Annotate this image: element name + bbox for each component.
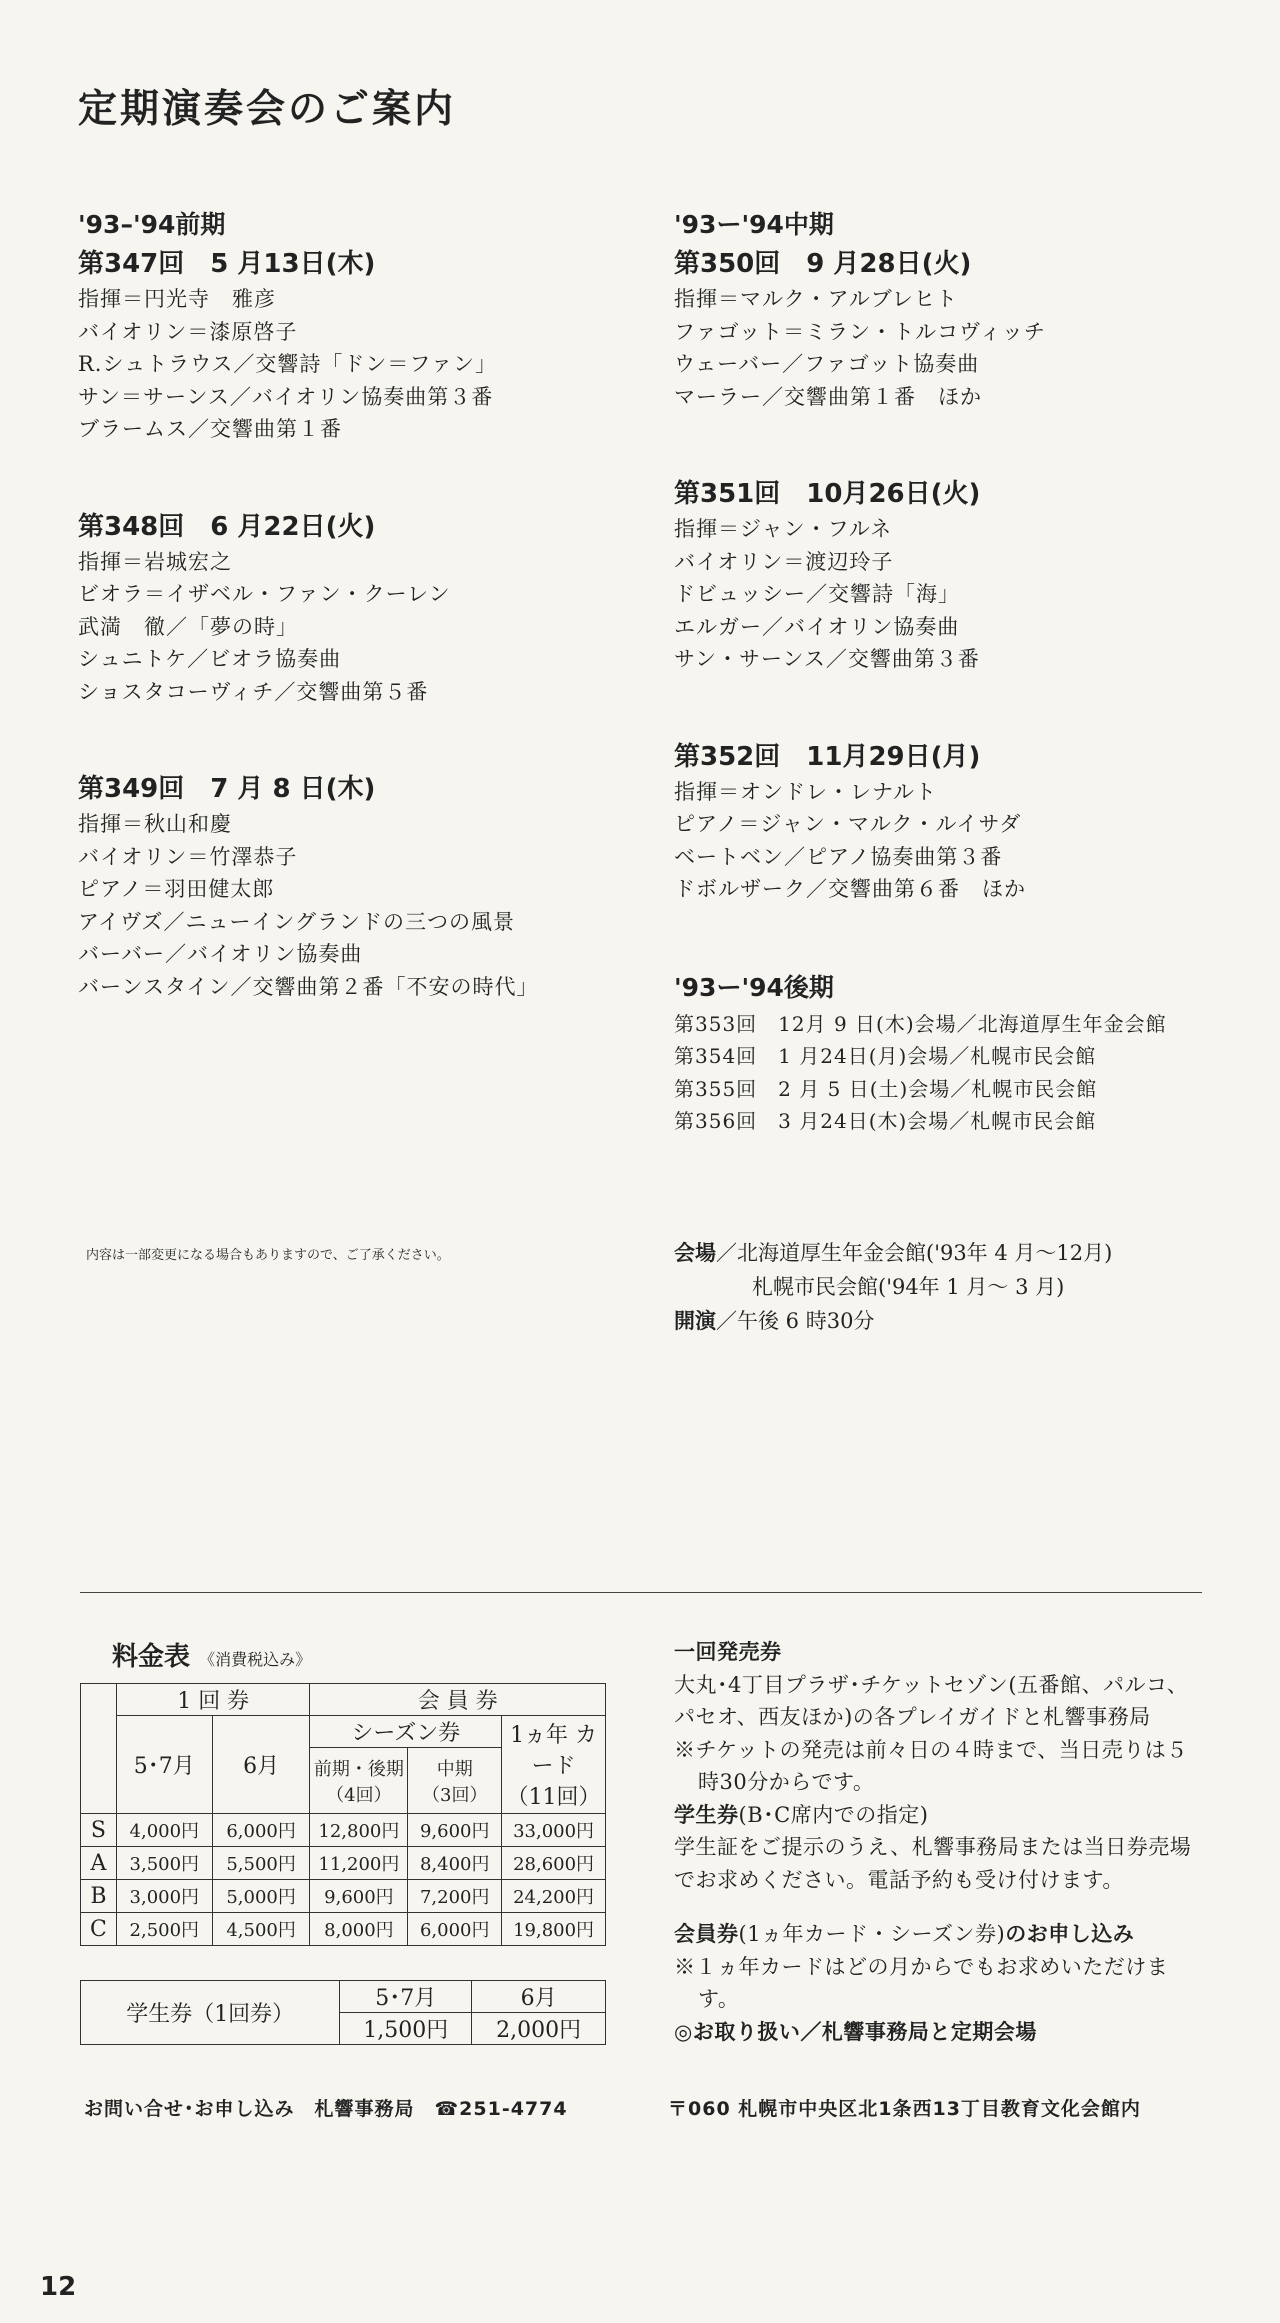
- price-cell: 4,000円: [116, 1814, 212, 1847]
- empty-cell: [81, 1684, 117, 1814]
- table-row: [81, 1814, 606, 1847]
- header-6: 6月: [212, 1716, 310, 1814]
- table-row: [81, 1880, 606, 1913]
- price-title-note: 《消費税込み》: [199, 1650, 312, 1669]
- price-cell: 11,200円: [310, 1847, 408, 1880]
- concert-line: バーンスタイン／交響曲第２番「不安の時代」: [78, 974, 539, 999]
- concert-line: ピアノ＝ジャン・マルク・ルイサダ: [674, 812, 1022, 836]
- price-cell: 7,200円: [408, 1880, 502, 1913]
- student-header-57: 5･7月: [340, 1981, 472, 2013]
- price-cell: 8,400円: [408, 1847, 502, 1880]
- concert-347: [78, 245, 638, 446]
- concert-line: 指揮＝ジャン・フルネ: [674, 517, 893, 541]
- header-57: 5･7月: [116, 1716, 212, 1814]
- concert-line: ビオラ＝イザベル・ファン・クーレン: [78, 582, 451, 606]
- price-title-text: 料金表: [112, 1642, 191, 1672]
- concert-line: エルガー／バイオリン協奏曲: [674, 614, 960, 639]
- contact-info: お問い合せ･お申し込み 札響事務局 ☎251-4774: [84, 2098, 568, 2120]
- price-cell: 28,600円: [502, 1847, 606, 1880]
- single-ticket-heading: 一回発売券: [674, 1640, 782, 1664]
- price-cell: 3,000円: [116, 1880, 212, 1913]
- header-card: [502, 1716, 606, 1814]
- concert-line: ショスタコーヴィチ／交響曲第５番: [78, 679, 429, 704]
- venue-line: 札幌市民会館('94年 1 月～ 3 月): [752, 1275, 1065, 1299]
- left-column: [78, 205, 638, 1065]
- price-cell: 6,000円: [212, 1814, 310, 1847]
- concert-line: ドボルザーク／交響曲第６番 ほか: [674, 877, 1026, 901]
- price-cell: 4,500円: [212, 1913, 310, 1946]
- student-ticket-heading-rest: (B･C席内での指定): [738, 1802, 929, 1827]
- header-mid: [408, 1748, 502, 1814]
- price-cell: 19,800円: [502, 1913, 606, 1946]
- price-cell: 24,200円: [502, 1880, 606, 1913]
- concert-line: ファゴット＝ミラン・トルコヴィッチ: [674, 319, 1046, 344]
- price-cell: 33,000円: [502, 1814, 606, 1847]
- concert-header: 第352回 11月29日(月): [674, 741, 981, 772]
- header-member: 会 員 券: [310, 1684, 606, 1716]
- student-price-6: 2,000円: [472, 2013, 606, 2045]
- concert-line: 指揮＝マルク・アルブレヒト: [674, 287, 958, 311]
- price-cell: 12,800円: [310, 1814, 408, 1847]
- page-title: 定期演奏会のご案内: [78, 87, 457, 132]
- concert-line: 指揮＝秋山和慶: [78, 812, 232, 836]
- table-row: [81, 1847, 606, 1880]
- concert-line: 指揮＝岩城宏之: [78, 549, 232, 574]
- venue-line: ／北海道厚生年金会館('93年 4 月～12月): [716, 1241, 1113, 1265]
- concert-line: サン・サーンス／交響曲第３番: [674, 647, 980, 671]
- ticket-info: [674, 1636, 1204, 2048]
- concert-line: 指揮＝オンドレ・レナルト: [674, 779, 937, 804]
- concert-line: シュニトケ／ビオラ協奏曲: [78, 647, 342, 671]
- season-heading: '93ー'94中期: [674, 210, 834, 239]
- concert-350: [674, 245, 1234, 413]
- early-late-label: 前期・後期: [313, 1758, 404, 1780]
- start-label: 開演: [674, 1309, 716, 1333]
- seat-class: S: [81, 1814, 117, 1847]
- student-ticket-text: 学生証をご提示のうえ、札響事務局または当日券売場でお求めください。電話予約も受け付けます。: [674, 1835, 1192, 1892]
- student-header-6: 6月: [472, 1981, 606, 2013]
- concert-348: [78, 508, 638, 709]
- single-ticket-text: 大丸･4丁目プラザ･チケットセゾン(五番館、パルコ、パセオ、西友ほか)の各プレイガイドと札響事務局: [674, 1672, 1189, 1729]
- price-cell: 6,000円: [408, 1913, 502, 1946]
- page-number: 12: [40, 2272, 77, 2302]
- header-single: 1 回 券: [116, 1684, 310, 1716]
- concert-line: ウェーバー／ファゴット協奏曲: [674, 352, 980, 376]
- concert-header: 第348回 6 月22日(火): [78, 511, 376, 542]
- concert-line: サン＝サーンス／バイオリン協奏曲第３番: [78, 384, 494, 409]
- concert-line: バイオリン＝渡辺玲子: [674, 549, 894, 574]
- start-time: ／午後 6 時30分: [716, 1309, 875, 1333]
- concert-header: 第347回 5 月13日(木): [78, 249, 376, 279]
- address: 〒060 札幌市中央区北1条西13丁目教育文化会館内: [668, 2098, 1141, 2120]
- price-cell: 3,500円: [116, 1847, 212, 1880]
- price-cell: 8,000円: [310, 1913, 408, 1946]
- concert-line: ドビュッシー／交響詩「海」: [674, 582, 960, 606]
- concert-line: 指揮＝円光寺 雅彦: [78, 287, 276, 311]
- concert-header: 第351回 10月26日(火): [674, 479, 981, 509]
- price-cell: 9,600円: [408, 1814, 502, 1847]
- concert-line: ピアノ＝羽田健太郎: [78, 877, 275, 901]
- price-cell: 5,500円: [212, 1847, 310, 1880]
- season-heading: '93–'94前期: [78, 210, 226, 239]
- concert-header: 第350回 9 月28日(火): [674, 249, 972, 279]
- handling-info: ◎お取り扱い／札響事務局と定期会場: [674, 2019, 1037, 2044]
- early-late-count: （4回）: [326, 1784, 392, 1806]
- seat-class: A: [81, 1847, 117, 1880]
- price-table-title: [112, 1636, 311, 1673]
- price-cell: 9,600円: [310, 1880, 408, 1913]
- student-table: [80, 1980, 606, 2045]
- mid-count: （3回）: [422, 1784, 488, 1806]
- late-concert-line: 第353回 12月 9 日(木)会場／北海道厚生年金会館: [674, 1011, 1167, 1036]
- concert-header: 第349回 7 月 8 日(木): [78, 774, 376, 804]
- student-label: 学生券（1回券）: [81, 1981, 340, 2045]
- price-cell: 5,000円: [212, 1880, 310, 1913]
- student-ticket-heading: 学生券: [674, 1802, 739, 1827]
- concert-line: アイヴズ／ニューイングランドの三つの風景: [78, 909, 516, 934]
- table-row: [81, 1913, 606, 1946]
- concert-line: 武満 徹／「夢の時」: [78, 614, 298, 639]
- member-ticket-heading-mid: (1ヵ年カード・シーズン券): [738, 1922, 1006, 1946]
- mid-label: 中期: [436, 1758, 473, 1780]
- concert-349: [78, 770, 638, 1003]
- student-price-57: 1,500円: [340, 2013, 472, 2045]
- header-card-count: （11回）: [506, 1785, 601, 1810]
- member-ticket-heading-end: のお申し込み: [1005, 1922, 1135, 1946]
- divider: [80, 1592, 1202, 1593]
- price-table: [80, 1683, 606, 1946]
- change-notice: 内容は一部変更になる場合もありますので、ご了承ください。: [86, 1248, 450, 1263]
- header-season: シーズン券: [310, 1716, 502, 1748]
- concert-line: バイオリン＝竹澤恭子: [78, 844, 298, 869]
- concert-351: [674, 475, 1234, 676]
- single-ticket-note: ※チケットの発売は前々日の４時まで、当日売りは５時30分からです。: [674, 1737, 1188, 1794]
- late-season-heading: '93ー'94後期: [674, 972, 834, 1002]
- concert-line: ブラームス／交響曲第１番: [78, 417, 342, 441]
- header-card-label: 1ヵ年 カード: [510, 1723, 598, 1779]
- header-early-late: [310, 1748, 408, 1814]
- concert-line: ベートベン／ピアノ協奏曲第３番: [674, 844, 1003, 869]
- member-ticket-heading: 会員券: [674, 1922, 739, 1946]
- concert-line: バイオリン＝漆原啓子: [78, 319, 298, 344]
- member-ticket-note: ※１ヵ年カードはどの月からでもお求めいただけます。: [674, 1954, 1169, 2011]
- venue-info: [674, 1236, 1112, 1338]
- concert-line: バーバー／バイオリン協奏曲: [78, 942, 363, 966]
- late-concert-line: 第355回 2 月 5 日(土)会場／札幌市民会館: [674, 1076, 1098, 1101]
- concert-352: [674, 738, 1234, 906]
- concert-line: R.シュトラウス／交響詩「ドン＝ファン」: [78, 352, 498, 376]
- venue-label: 会場: [674, 1241, 716, 1265]
- late-concert-line: 第354回 1 月24日(月)会場／札幌市民会館: [674, 1044, 1097, 1068]
- seat-class: B: [81, 1880, 117, 1913]
- price-cell: 2,500円: [116, 1913, 212, 1946]
- late-concert-line: 第356回 3 月24日(木)会場／札幌市民会館: [674, 1109, 1097, 1133]
- seat-class: C: [81, 1913, 117, 1946]
- concert-line: マーラー／交響曲第１番 ほか: [674, 384, 982, 409]
- right-column: [674, 205, 1234, 1138]
